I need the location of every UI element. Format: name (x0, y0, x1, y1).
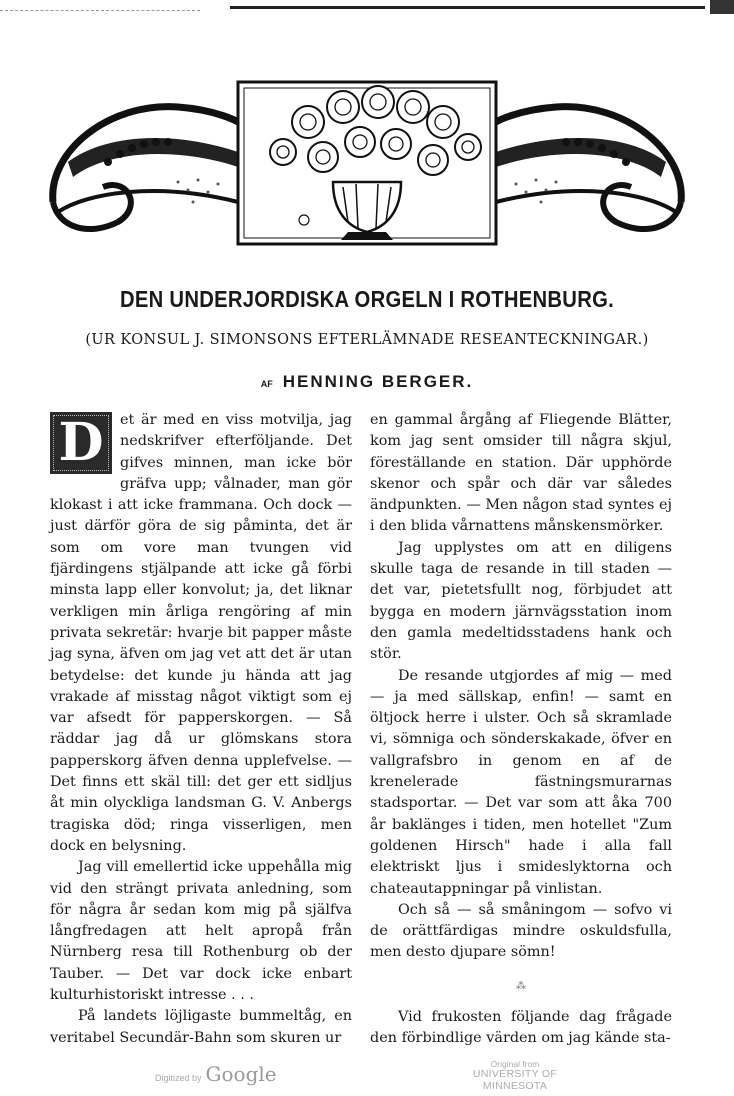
paragraph: Vid frukosten följande dag frågade den förbindlige värden om jag kände sta- (370, 1009, 672, 1047)
left-column (50, 410, 352, 1049)
digitized-by-google (155, 1062, 277, 1086)
original-from (440, 1060, 590, 1092)
byline-prefix: AF (260, 379, 273, 389)
dropcap-initial: D (50, 412, 112, 474)
scan-edge-mark (0, 10, 200, 11)
header-rule (230, 6, 705, 9)
institution-name: UNIVERSITY OF MINNESOTA (472, 1068, 558, 1092)
digitized-by-label: Digitized by (155, 1073, 202, 1083)
paragraph: en gammal årgång af Fliegende Blätter, kom jag sent omsider till några skjul, föreställande en station. Där upphörde skenor och spår och där var således ändpunkten. — Men någon stad syntes ej i den blida vårnattens månskensmörker. (370, 412, 672, 535)
paragraph: D et är med en viss motvilja, jag nedskrifver efterföljande. Det gifves minnen, man icke bör gräfva upp; vålnader, man gör klokast i att icke frammana. Och dock — just därför göra de sig påminta, det är som om vore man tvungen vid fjärdingens stjälpande att icke gå förbi minsta lapp eller konvolut; ja, det liknar verkligen min årliga rengöring af min privata sekretär: hvarje bit papper måste jag syna, äfven om jag vet att det är utan betydelse: det kunde ju hända att jag vrakade af misstag något viktigt som ej var afsedt för papperskorgen. — Så räddar jag då ur glömskans stora papperskorg äfven denna upplefvelse. — Det finns ett skäl till: det ger ett sidljus åt min olyckliga landsman G. V. Anbergs tragiska död; ringa visserligen, men dock en belysning. (50, 412, 352, 854)
paragraph: Jag upplystes om att en diligens skulle taga de resande in till staden — det var, pietetsfullt nog, förbjudet att bygga en modern järnvägsstation inom den gamla medeltidsstadens hank och stör. (370, 539, 672, 663)
right-column (370, 410, 672, 1050)
paragraph: Jag vill emellertid icke uppehålla mig vid den strängt privata anledning, som för några år sedan kom mig på själfva långfredagen att helt apropå från Nürnberg resa till Rothenburg ob der Tauber. — Det var dock icke enbart kulturhistoriskt intresse . . . (50, 859, 352, 1004)
original-from-label: Original from (490, 1059, 540, 1069)
byline (0, 372, 734, 392)
section-break: ⁂ (516, 980, 526, 992)
scan-corner-mark (710, 0, 734, 14)
paragraph: De resande utgjordes af mig — med — ja med sällskap, enfin! — samt en öltjock herre i ulster. Och så skramlade vi, sömniga och sönderskakade, öfver en vallgrafsbro in genom en af de krenelerade fästningsmurarnas stadsportar. — Det var som att åka 700 år baklänges i tiden, men hotellet "Zum goldenen Hirsch" hade i alla fall elektriskt ljus i smideslyktorna och chateautappningar på vinlistan. (370, 667, 672, 897)
paragraph: På landets löjligaste bummeltåg, en veritabel Secundär-Bahn som skuren ur (50, 1008, 352, 1046)
floral-ornament-illustration (48, 62, 686, 250)
google-logo: Google (205, 1062, 277, 1086)
article-subtitle: (UR KONSUL J. SIMONSONS EFTERLÄMNADE RESEANTECKNINGAR.) (85, 332, 649, 348)
author-name: HENNING BERGER. (282, 372, 474, 391)
paragraph: Och så — så småningom — sofvo vi de orättfärdigas mindre oskuldsfulla, men desto djupare sömn! (370, 901, 672, 961)
article-title: DEN UNDERJORDISKA ORGELN I ROTHENBURG. (120, 286, 614, 312)
